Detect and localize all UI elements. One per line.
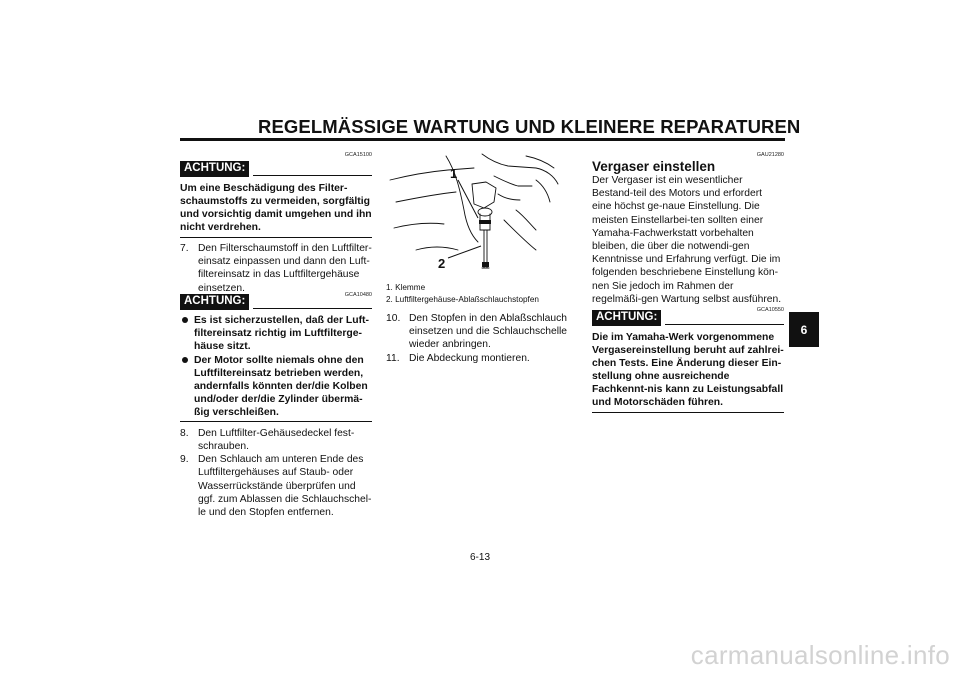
left-column [180,152,372,519]
figure-frame-line [472,182,496,208]
figure-clamp [479,220,491,224]
callout-2: 2 [438,256,446,271]
figure-frame-line [536,180,550,202]
step-8 [180,427,372,453]
step-10 [386,312,576,352]
section-paragraph: Der Vergaser ist ein wesentlicher Bestand-teil des Motors und erfordert eine höchst ge-naue Einstellung. Die meisten Einstellarbei-ten sollten einer Yamaha-Fachwerkstatt vorbehalten bleiben, die über die notwendi-gen Kenntnisse und Erfahrung verfügt. Die im folgenden beschriebene Einstellung kön-nen Sie jedoch im Rahmen der regelmäßi-gen Wartung selbst ausführen. [592,175,782,305]
achtung-text: Die im Yamaha-Werk vorgenommene Vergasereinstellung beruht auf zahlrei-chen Tests. Eine Änderung dieser Ein-stellung ohne ausreichende Fachkennt-nis kann zu Leistungsabfall und Motorschäden führen. [592,332,784,409]
watermark: carmanualsonline.info [690,640,950,670]
achtung-bullets [180,314,372,419]
ref-code: GCA10550 [756,307,784,314]
title-rule [180,138,785,141]
step-number: 8. [180,427,189,439]
step-text: Den Stopfen in den Ablaßschlauch einsetzen und die Schlauchschelle wieder anbringen. [409,313,567,351]
achtung-header [180,291,372,310]
achtung-label: ACHTUNG: [592,310,661,326]
carburetor-figure [386,150,576,278]
figure-frame-line [498,194,520,200]
figure-plug [482,262,489,267]
achtung-line [665,324,784,325]
chapter-tab: 6 [789,312,819,347]
figure-frame-line [396,192,456,202]
bullet-icon [182,357,188,363]
step-text: Die Abdeckung montieren. [409,352,530,364]
step-text: Den Luftfilter-Gehäusedeckel fest-schrauben. [198,427,355,453]
figure-frame-line [390,168,474,180]
page-title: REGELMÄSSIGE WARTUNG UND KLEINERE REPARATUREN [258,116,801,137]
step-number: 10. [386,313,401,324]
bullet-text: Der Motor sollte niemals ohne den Luftfiltereinsatz betrieben werden, andernfalls könnten der/die Kolben und/oder der/die Zylinder übermä-ßig verschleißen. [194,354,368,418]
figure-frame-line [494,176,532,186]
section-heading: Vergaser einstellen [592,159,716,174]
achtung-label: ACHTUNG: [180,161,249,177]
ref-code: GCA10480 [344,291,372,298]
step-text: Den Filterschaumstoff in den Luftfilter-einsatz einpassen und dann den Luft-filtereinsatz in das Luftfiltergehäuse einsetzen. [198,243,372,294]
achtung-line [253,308,372,309]
achtung-end-rule [180,237,372,238]
achtung-label: ACHTUNG: [180,294,249,310]
achtung-end-rule [592,412,784,413]
figure-frame-line [416,247,458,250]
achtung-end-rule [180,421,372,422]
caption-item: 2. Luftfiltergehäuse-Ablaßschlauchstopfen [386,295,539,304]
achtung-header [180,161,372,177]
bullet-text: Es ist sicherzustellen, daß der Luft-filtereinsatz richtig im Luftfilterge-häuse sitzt. [194,314,369,352]
ref-code: GCA15100 [344,152,372,158]
right-column [592,152,784,413]
step-text: Den Schlauch am unteren Ende des Luftfiltergehäuses auf Staub- oder Wasserrückstände überprüfen und ggf. zum Ablassen die Schlauchschel-le und den Stopfen entfernen. [198,454,372,519]
bullet-item [180,354,372,419]
callout-leader-2 [448,246,481,258]
page-number: 6-13 [469,552,490,563]
caption-item: 1. Klemme [386,283,426,292]
step-11 [386,352,576,365]
middle-column [386,150,576,365]
figure-frame-line [526,156,554,168]
step-number: 9. [180,454,189,466]
step-number: 11. [386,352,400,364]
achtung-text: Um eine Beschädigung des Filter-schaumstoffs zu vermeiden, sorgfältig und vorsichtig damit umgehen und ihn nicht verdrehen. [180,183,372,233]
bullet-icon [182,317,188,323]
figure-frame-line [482,154,558,184]
figure-frame-line [394,223,444,228]
callout-leader-1 [458,180,478,218]
step-number: 7. [180,243,189,254]
callout-1: 1 [450,166,458,181]
figure-frame-line [516,210,536,230]
figure-captions [386,282,576,306]
achtung-line [253,175,372,176]
step-9 [180,453,372,519]
bullet-item [180,314,372,353]
ref-code: GAU21280 [756,152,784,158]
achtung-header [592,310,784,326]
step-7 [180,242,372,295]
